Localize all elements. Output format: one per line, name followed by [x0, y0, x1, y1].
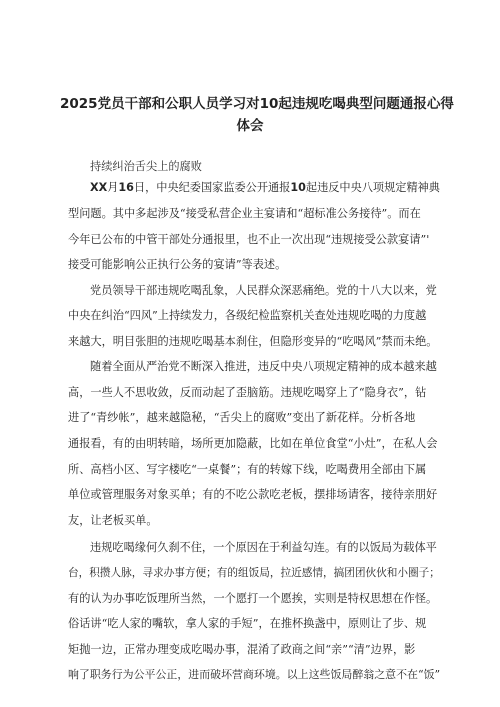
document-title-line-1: 2025党员干部和公职人员学习对10起违规吃喝典型问题通报心得 [60, 96, 454, 112]
paragraph-1-line-4: 接受可能影响公正执行公务的宴请”等表述。 [68, 258, 287, 271]
document-subtitle: 持续纠治舌尖上的腐败 [90, 160, 202, 173]
paragraph-4-line-5: 矩抛一边，正常办理变成吃喝办事，混淆了政商之间“亲”“清”边界，影 [68, 643, 416, 656]
date-day-bold: 16 [118, 181, 134, 194]
date-month-bold: XX [90, 181, 108, 194]
paragraph-2-line-2: 中央在纠治“四风”上持续发力，各级纪检监察机关查处违规吃喝的力度越 [68, 309, 427, 322]
document-title-line-2: 体会 [236, 118, 264, 134]
paragraph-4-line-4: 俗话讲“吃人家的嘴软，拿人家的手短”，在推杯换盏中，原则让了步、规 [68, 617, 427, 630]
case-count-bold: 10 [290, 181, 306, 194]
paragraph-3-line-6: 单位或管理服务对象买单；有的不吃公款吃老板，摆排场请客，接待亲朋好 [68, 488, 438, 501]
paragraph-4-line-6: 响了职务行为公平公正，进而破坏营商环境。以上这些饭局醉翁之意不在“饭” [68, 668, 441, 681]
paragraph-4-line-2: 台，积攒人脉，寻求办事方便；有的组饭局，拉近感情，搞团团伙伙和小圈子； [68, 566, 440, 579]
paragraph-3-line-5: 所、高档小区、写字楼吃“一桌餐”；有的转嫁下线，吃喝费用全部由下属 [68, 463, 427, 476]
paragraph-1-line-1 [90, 180, 440, 196]
paragraph-4-line-3: 有的认为办事吃饭理所当然，一个愿打一个愿挨，实则是特权思想在作怪。 [68, 592, 438, 605]
paragraph-3-line-7: 友，让老板买单。 [68, 514, 158, 527]
paragraph-3-line-1: 随着全面从严治党不断深入推进，违反中央八项规定精神的成本越来越 [90, 360, 437, 373]
paragraph-1-text-b: 起违反中央八项规定精神典 [305, 181, 440, 194]
paragraph-3-line-2: 高，一些人不思收敛，反而动起了歪脑筋。违规吃喝穿上了“隐身衣”，钻 [68, 386, 427, 399]
paragraph-2-line-3: 来越大，明目张胆的违规吃喝基本刹住，但隐形变异的“吃喝风”禁而未绝。 [68, 335, 438, 348]
paragraph-1-text-a: 日，中央纪委国家监委公开通报 [133, 181, 291, 194]
date-month-suffix: 月 [107, 181, 119, 194]
paragraph-3-line-4: 通报看，有的由明转暗，场所更加隐蔽，比如在单位食堂“小灶”，在私人会 [68, 437, 438, 450]
paragraph-1-line-2: 型问题。其中多起涉及“接受私营企业主宴请和“超标准公务接待”。而在 [68, 207, 421, 220]
paragraph-4-line-1: 违规吃喝缘何久刹不住，一个原因在于利益勾连。有的以饭局为载体平 [90, 541, 437, 554]
paragraph-3-line-3: 进了“青纱帐”，越来越隐秘，“舌尖上的腐败”变出了新花样。分析各地 [68, 411, 416, 424]
paragraph-2-line-1: 党员领导干部违规吃喝乱象，人民群众深恶痛绝。党的十八大以来，党 [90, 284, 437, 297]
paragraph-1-line-3: 今年已公布的中管干部处分通报里，也不止一次出现“违规接受公款宴请”' [68, 233, 430, 246]
